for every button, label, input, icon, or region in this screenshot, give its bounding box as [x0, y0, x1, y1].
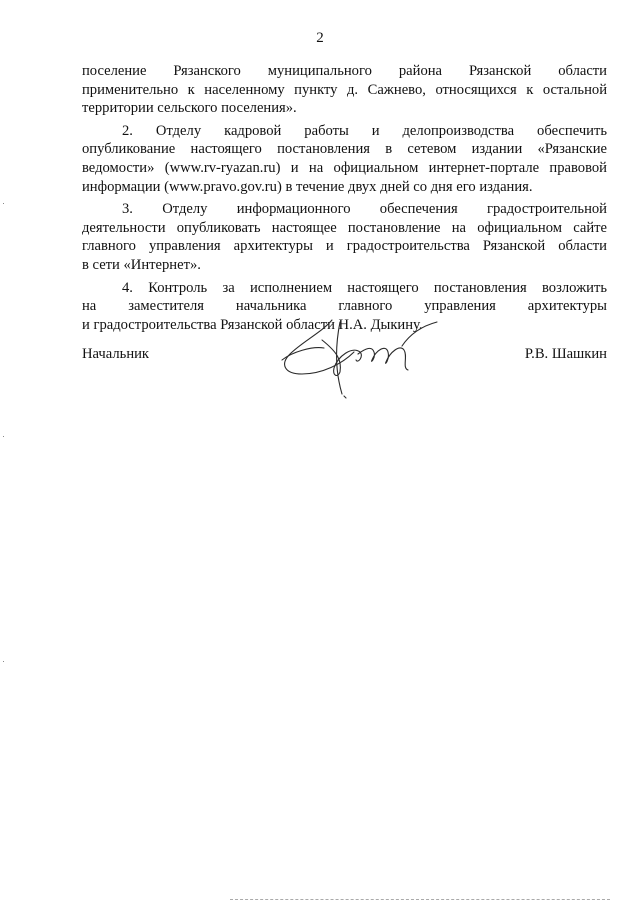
- paragraph-4-line-1: 4. Контроль за исполнением настоящего постановления возложить: [122, 279, 607, 296]
- paragraph-4-line-2: на заместителя начальника главного управления архитектуры: [82, 298, 607, 315]
- handwritten-signature: [262, 312, 442, 402]
- paragraph-2-line-3: ведомости» (www.rv-ryazan.ru) и на официальном интернет-портале правовой: [82, 159, 607, 176]
- paragraph-2-line-4: информации (www.pravo.gov.ru) в течение двух дней со дня его издания.: [82, 178, 533, 195]
- scan-artifact: [3, 436, 4, 437]
- paragraph-2-line-1: 2. Отделу кадровой работы и делопроизводства обеспечить: [122, 122, 607, 139]
- scan-artifact: [3, 661, 4, 662]
- paragraph-3-line-3: главного управления архитектуры и градостроительства Рязанской области: [82, 238, 607, 255]
- scan-edge-line: [230, 899, 610, 901]
- page-number: 2: [316, 30, 324, 46]
- paragraph-1-line-1: поселение Рязанского муниципального района Рязанской области: [82, 63, 607, 79]
- paragraph-3-line-4: в сети «Интернет».: [82, 256, 201, 273]
- paragraph-2-line-2: опубликование настоящего постановления в сетевом издании «Рязанские: [82, 141, 607, 158]
- paragraph-1-line-3: территории сельского поселения».: [82, 100, 297, 117]
- scan-artifact: [3, 203, 4, 204]
- paragraph-1-line-2: применительно к населенному пункту д. Сажнево, относящихся к остальной: [82, 81, 607, 98]
- paragraph-4-line-3: и градостроительства Рязанской области Н.А. Дыкину.: [82, 316, 423, 333]
- signatory-title: Начальник: [82, 346, 150, 362]
- signatory-name: Р.В. Шашкин: [524, 346, 607, 362]
- paragraph-3-line-2: деятельности опубликовать настоящее постановление на официальном сайте: [82, 219, 607, 236]
- paragraph-3-line-1: 3. Отделу информационного обеспечения градостроительной: [122, 201, 607, 218]
- document-body: [82, 62, 607, 334]
